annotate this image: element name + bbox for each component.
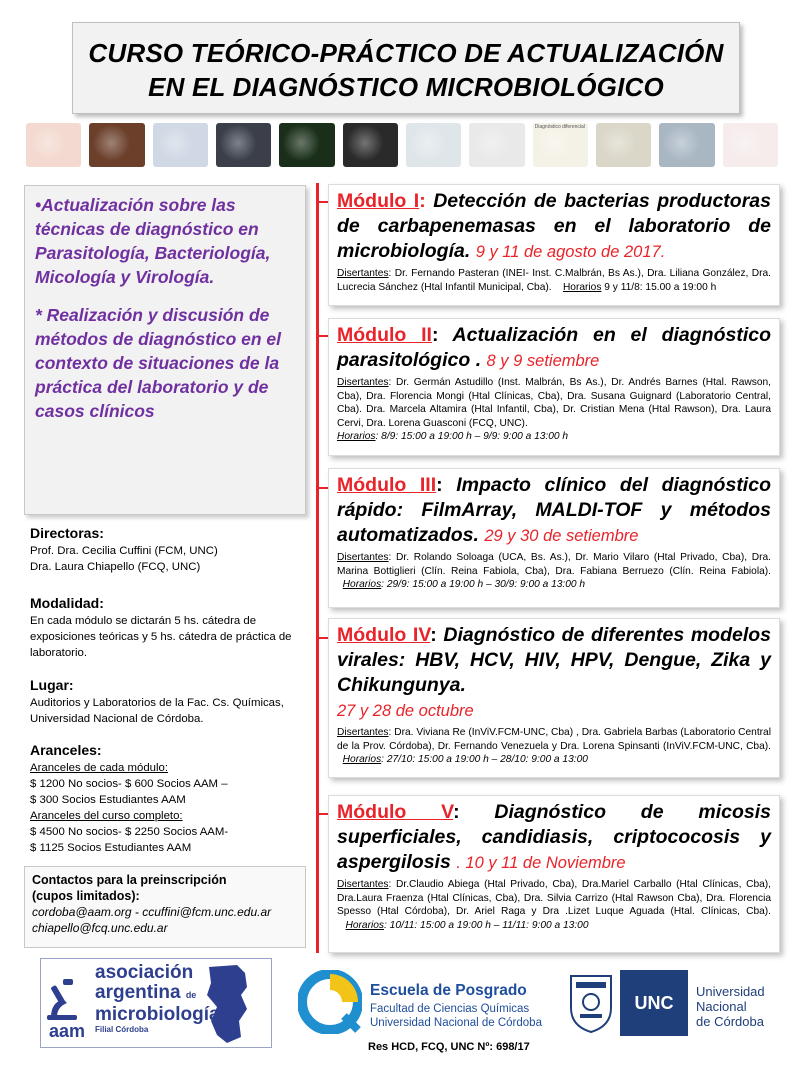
posgrado-line-1: Facultad de Ciencias Químicas [370,1003,530,1015]
posgrado-logo [298,968,548,1040]
objective-1: •Actualización sobre las técnicas de diagnóstico en Parasitología, Bacteriología, Micología y Virología. [35,195,271,287]
modalidad-text: En cada módulo se dictarán 5 hs. cátedra de exposiciones teóricas y 5 hs. cátedra de práctica de laboratorio. [30,615,292,659]
module-1-heading [337,189,771,265]
module-5-colon: : [453,801,460,823]
aranceles-curso-line-2: $ 1125 Socios Estudiantes AAM [30,842,192,854]
module-3-card [328,468,780,608]
module-4-heading [337,623,771,724]
module-2-heading [337,323,771,374]
speakers-label: Disertantes [337,727,389,738]
contacts-box [24,866,306,948]
module-4-topic: Diagnóstico de diferentes modelos virales: HBV, HCV, HIV, HPV, Dengue, Zika y Chikungunya. [337,624,771,696]
module-4-speakers-text: : Dra. Viviana Re (InViV.FCM-UNC, Cba) , Dra. Gabriela Barbas (Laboratorio Central de la Prov. Córdoba), Dr. Fernando Venezuela y Dra. Lorena Spinsanti (InViV.FCM-UNC, Cba). [337,727,771,752]
module-4-card [328,618,780,778]
aranceles-modulo-line-2: $ 300 Socios Estudiantes AAM [30,794,186,806]
module-5-date: . 10 y 11 de Noviembre [456,854,626,872]
module-4-name: Módulo IV [337,624,431,646]
directora-1: Prof. Dra. Cecilia Cuffini (FCM, UNC) [30,545,218,557]
microbiology-photo [533,123,588,167]
module-4-colon: : [430,624,437,646]
aam-abbrev: aam [49,1021,86,1041]
speakers-label: Disertantes [337,377,389,388]
aam-filial: Filial Córdoba [95,1025,149,1034]
contacts-title: Contactos para la preinscripción [32,873,227,887]
lugar-text: Auditorios y Laboratorios de la Fac. Cs. Químicas, Universidad Nacional de Córdoba. [30,697,284,725]
aranceles-modulo-line-1: $ 1200 No socios- $ 600 Socios AAM – [30,778,228,790]
microbiology-photo [153,123,208,167]
posgrado-line-2: Universidad Nacional de Córdoba [370,1017,542,1029]
module-1-date: 9 y 11 de agosto de 2017. [475,243,666,261]
contact-emails-2[interactable]: chiapello@fcq.unc.edu.ar [32,921,168,935]
aranceles-section [30,741,310,856]
microbiology-photo [279,123,334,167]
module-1-schedule: 9 y 11/8: 15.00 a 19:00 h [601,281,717,293]
unc-shield-icon [568,972,614,1034]
posgrado-title: Escuela de Posgrado [370,982,527,999]
module-2-colon: : [431,324,439,346]
speakers-label: Disertantes [337,879,389,890]
module-2-name: Módulo II [337,324,432,346]
module-3-speakers-text: : Dr. Rolando Soloaga (UCA, Bs. As.), Dr. Mario Vilaro (Htal Privado, Cba), Dra. Marina Bottiglieri (Clín. Reina Fabiola, Cba), Dra. Fabiana Berruezo (Clín. Reina Fabiola). [337,552,771,577]
resolution-number: Res HCD, FCQ, UNC Nº: 698/17 [368,1041,530,1053]
contact-emails-1[interactable]: cordoba@aam.org - ccuffini@fcm.unc.edu.ar [32,905,272,919]
image-strip [26,123,778,167]
objective-2: * Realización y discusión de métodos de diagnóstico en el contexto de situaciones de la práctica del laboratorio y de casos clínicos [35,305,282,421]
unc-logo [558,970,774,1040]
directora-2: Dra. Laura Chiapello (FCQ, UNC) [30,561,201,573]
schedule-label: Horarios [342,579,382,590]
aranceles-heading: Aranceles: [30,742,102,758]
unc-abbrev: UNC [620,970,688,1036]
lugar-section [30,676,310,727]
modalidad-section [30,594,310,661]
module-4-speakers [337,726,771,767]
microbiology-photo [596,123,651,167]
modalidad-heading: Modalidad: [30,595,104,611]
speakers-label: Disertantes [337,268,389,279]
aam-line-2: argentina [95,982,181,1003]
aam-line-3: microbiología [95,1004,220,1025]
microbiology-photo [343,123,398,167]
directoras-heading: Directoras: [30,525,104,541]
unc-line-3: de Córdoba [696,1014,764,1029]
module-1-card [328,184,780,306]
module-3-heading [337,473,771,549]
schedule-label: Horarios [337,431,376,442]
microbiology-photo [406,123,461,167]
module-2-speakers-text: : Dr. Germán Astudillo (Inst. Malbrán, Bs As.), Dr. Andrés Barnes (Htal. Rawson, Cba), Dra. Florencia Mongi (Htal Clínicas, Cba), Dra. Susana Guignard (Laboratorio Central, Cba). Dra. Marcela Altamira (Htal Infantil, Cba), Dr. Cristian Mena (Htal Rawson), Dra. Laura Cervi, Dra. Lorena Guasconi (FCQ, UNC). [337,377,771,429]
module-4-date: 27 y 28 de octubre [337,702,474,720]
module-2-topic: Actualización en el diagnóstico parasitológico . [337,324,772,371]
schedule-label: Horarios [345,919,384,931]
module-3-date: 29 y 30 de setiembre [484,527,639,545]
aam-logo [40,958,272,1048]
microbiology-photo [659,123,714,167]
schedule-label: Horarios [562,281,602,293]
module-1-speakers-text: : Dr. Fernando Pasteran (INEI- Inst. C.Malbrán, Bs As.), Dra. Liliana González, Dra. Lucrecia Sánchez (Htal Infantil Municipal, Cba). [337,268,771,293]
module-2-schedule: : 8/9: 15:00 a 19:00 h – 9/9: 9:00 a 13:00 h [375,431,569,442]
contacts-subtitle: (cupos limitados): [32,889,140,903]
aam-line-1: asociación [95,962,194,983]
unc-line-2: Nacional [696,999,747,1014]
module-1-colon: : [419,190,426,212]
timeline-line [316,183,319,953]
microbiology-photo [723,123,778,167]
aranceles-modulo-label: Aranceles de cada módulo: [30,762,169,774]
aam-de: de [185,990,197,1000]
speakers-label: Disertantes [337,552,389,563]
module-5-topic: Diagnóstico de micosis superficiales, candidiasis, criptococosis y aspergilosis [337,801,771,873]
diagram-label: Diagnóstico diferencial [534,124,585,130]
objectives-box [24,185,306,515]
title-line-1: CURSO TEÓRICO-PRÁCTICO DE ACTUALIZACIÓN [88,38,724,68]
module-5-schedule: : 10/11: 15:00 a 19:00 h – 11/11: 9:00 a 13:00 [384,919,589,931]
module-3-name: Módulo III [337,474,437,496]
module-4-schedule: : 27/10: 15:00 a 19:00 h – 28/10: 9:00 a 13:00 [381,754,588,765]
schedule-label: Horarios [342,754,382,765]
title-line-2: EN EL DIAGNÓSTICO MICROBIOLÓGICO [148,72,664,102]
lugar-heading: Lugar: [30,677,74,693]
microbiology-photo [216,123,271,167]
module-3-schedule: : 29/9: 15:00 a 19:00 h – 30/9: 9:00 a 13:00 h [381,579,586,590]
module-5-name: Módulo V [337,801,454,823]
title-banner [72,22,740,114]
module-3-speakers [337,551,771,592]
microbiology-photo [26,123,81,167]
module-2-date: 8 y 9 setiembre [486,352,600,370]
module-1-name: Módulo I [337,190,420,212]
directoras-section [30,524,310,575]
module-5-heading [337,800,771,876]
aranceles-curso-label: Aranceles del curso completo: [30,810,183,822]
module-3-colon: : [436,474,443,496]
module-2-card [328,318,780,456]
posgrado-emblem-icon [298,970,362,1034]
module-5-speakers [337,878,771,932]
module-1-topic: Detección de bacterias productoras de carbapenemasas en el laboratorio de microbiología. [337,190,771,262]
module-5-speakers-text: : Dr.Claudio Abiega (Htal Privado, Cba), Dra.Mariel Carballo (Htal Clínicas, Cba), Dra.Laura Fraenza (Htal Clínicas, Cba), Dra. Silvia Carrizo (Htal Rawson Cba), Dra. Florencia Spesso (Htal Córdoba), Dr. Ariel Raga y Dra .Lizet Luque Aguada (Htal. Clínicas, Cba). [337,879,771,917]
aranceles-curso-line-1: $ 4500 No socios- $ 2250 Socios AAM- [30,826,229,838]
unc-line-1: Universidad [696,984,765,999]
module-2-speakers [337,376,771,444]
microbiology-photo [89,123,144,167]
microbiology-photo [469,123,524,167]
module-5-card [328,795,780,953]
module-3-topic: Impacto clínico del diagnóstico rápido: FilmArray, MALDI-TOF y métodos automatizados. [337,474,771,546]
module-1-speakers [337,267,771,294]
